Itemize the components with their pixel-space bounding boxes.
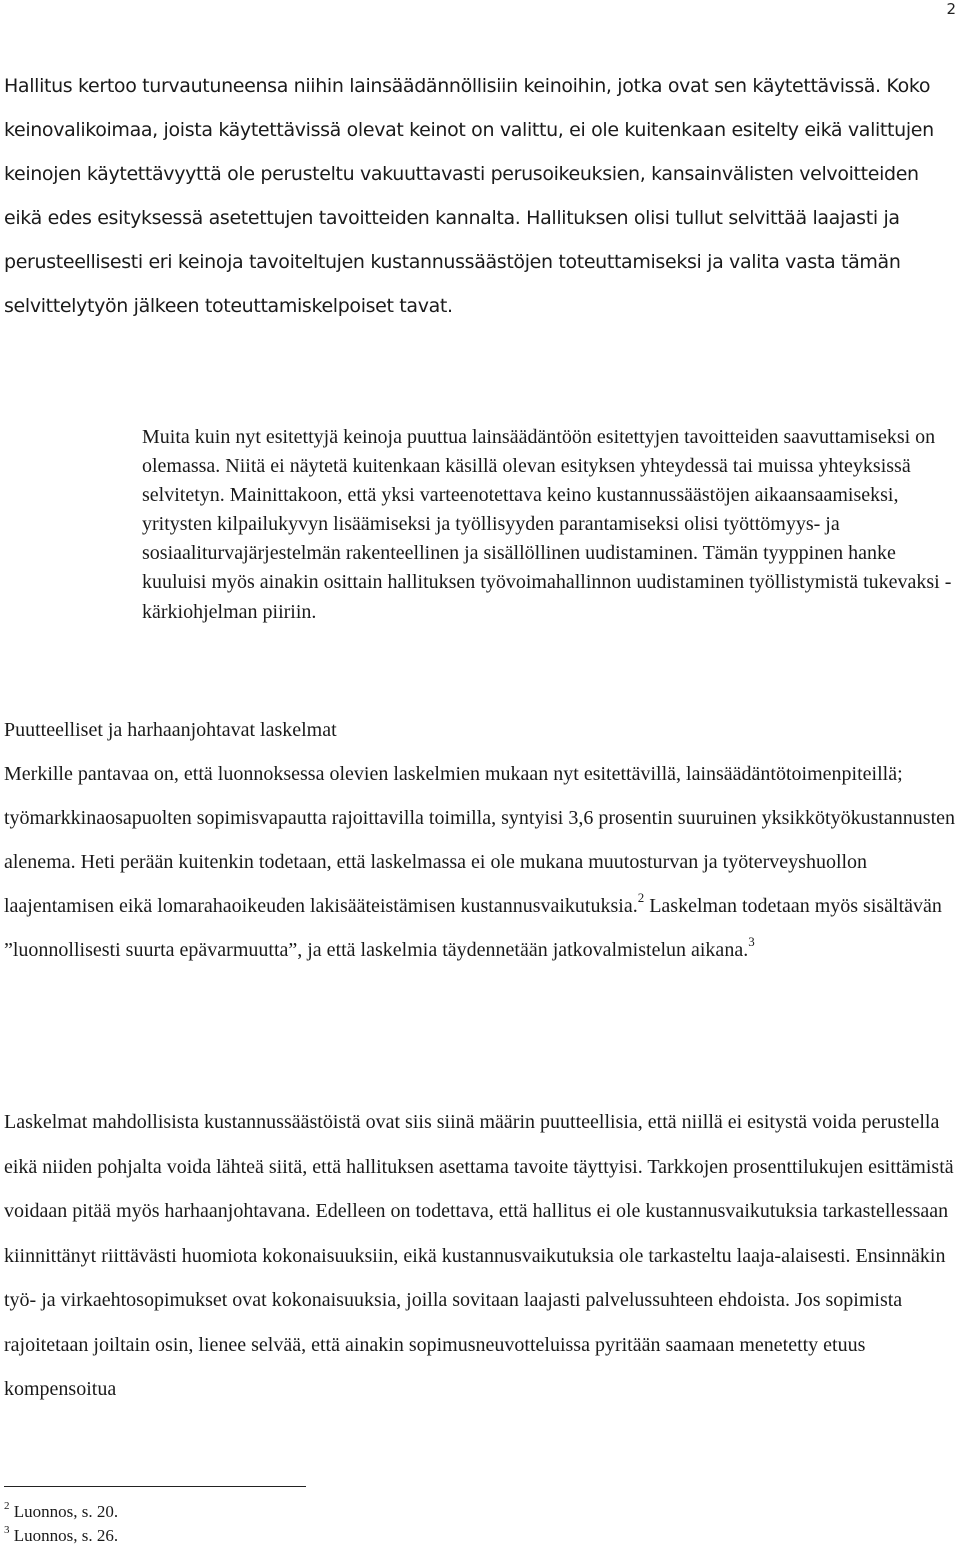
page-number: 2 [946, 0, 956, 18]
section-heading: Puutteelliset ja harhaanjohtavat laskelmat [4, 719, 337, 741]
paragraph-2: Muita kuin nyt esitettyjä keinoja puuttua lainsäädäntöön esitettyjen tavoitteiden saavuttamiseksi on olemassa. Niitä ei näytetä kuitenkaan käsillä olevan esityksen yhteydessä tai muissa yhteyksissä selvitetyn. Mainittakoon, että yksi varteenotettava keino kustannussäästöjen aikaansaamiseksi, yritysten kilpailukyvyn lisäämiseksi ja työllisyyden parantamiseksi olisi työttömyys- ja sosiaaliturvajärjestelmän rakenteellinen ja sisällöllinen uudistaminen. Tämän tyyppinen hanke kuuluisi myös ainakin osittain hallituksen työvoimahallinnon uudistaminen työllistymistä tukevaksi -kärkiohjelman piiriin. [142, 426, 952, 623]
footnote-number: 3 [4, 1524, 10, 1537]
footnote-ref-3[interactable]: 3 [748, 934, 755, 950]
footnote-text: Luonnos, s. 20. [13, 1502, 119, 1521]
footnote-2 [4, 1501, 118, 1523]
paragraph-1: Hallitus kertoo turvautuneensa niihin lainsäädännöllisiin keinoihin, jotka ovat sen käytettävissä. Koko keinovalikoimaa, joista käytettävissä olevat keinot on valittu, ei ole kuitenkaan esitelty eikä valittujen keinojen käytettävyyttä ole perusteltu vakuuttavasti perusoikeuksien, kansainvälisten velvoitteiden eikä edes esityksessä asetettujen tavoitteiden kannalta. Hallituksen olisi tullut selvittää laajasti ja perusteellisesti eri keinoja tavoiteltujen kustannussäästöjen toteuttamiseksi ja valita vasta tämän selvittelytyön jälkeen toteuttamiskelpoiset tavat. [4, 75, 934, 317]
footnote-3 [4, 1525, 118, 1547]
footnote-ref-2[interactable]: 2 [637, 890, 645, 906]
footnote-separator [4, 1486, 306, 1487]
paragraph-3-text-a: Merkille pantavaa on, että luonnoksessa olevien laskelmien mukaan nyt esitettävillä, lainsäädäntötoimenpiteillä; työmarkkinaosapuolten sopimisvapautta rajoittavilla toimilla, syntyisi 3,6 prosentin suuruinen yksikkötyökustannusten alenema. Heti perään kuitenkin todetaan, että laskelmassa ei ole mukana muutosturvan ja työterveyshuollon laajentamisen eikä lomarahaoikeuden lakisääteistämisen kustannusvaikutuksia. [4, 763, 955, 917]
footnote-number: 2 [4, 1500, 10, 1513]
paragraph-3 [4, 752, 956, 972]
paragraph-4: Laskelmat mahdollisista kustannussäästöistä ovat siis siinä määrin puutteellisia, että niillä ei esitystä voida perustella eikä niiden pohjalta voida lähteä siitä, että hallituksen asettama tavoite täyttyisi. Tarkkojen prosenttilukujen esittämistä voidaan pitää myös harhaanjohtavana. Edelleen on todettava, että hallitus ei ole kustannusvaikutuksia tarkastellessaan kiinnittänyt riittävästi huomiota kokonaisuuksiin, eikä kustannusvaikutuksia ole tarkasteltu laaja-alaisesti. Ensinnäkin työ- ja virkaehtosopimukset ovat kokonaisuuksia, joilla sovitaan laajasti palvelussuhteen ehdoista. Jos sopimista rajoitetaan joiltain osin, lienee selvää, että ainakin sopimusneuvotteluissa pyritään saamaan menetetty etuus kompensoitua [4, 1111, 954, 1400]
paragraph-3-text-b: Laskelman todetaan myös sisältävän ”luonnollisesti suurta epävarmuutta”, ja että laskelmia täydennetään jatkovalmistelun aikana. [4, 895, 942, 961]
footnote-text: Luonnos, s. 26. [13, 1526, 119, 1545]
